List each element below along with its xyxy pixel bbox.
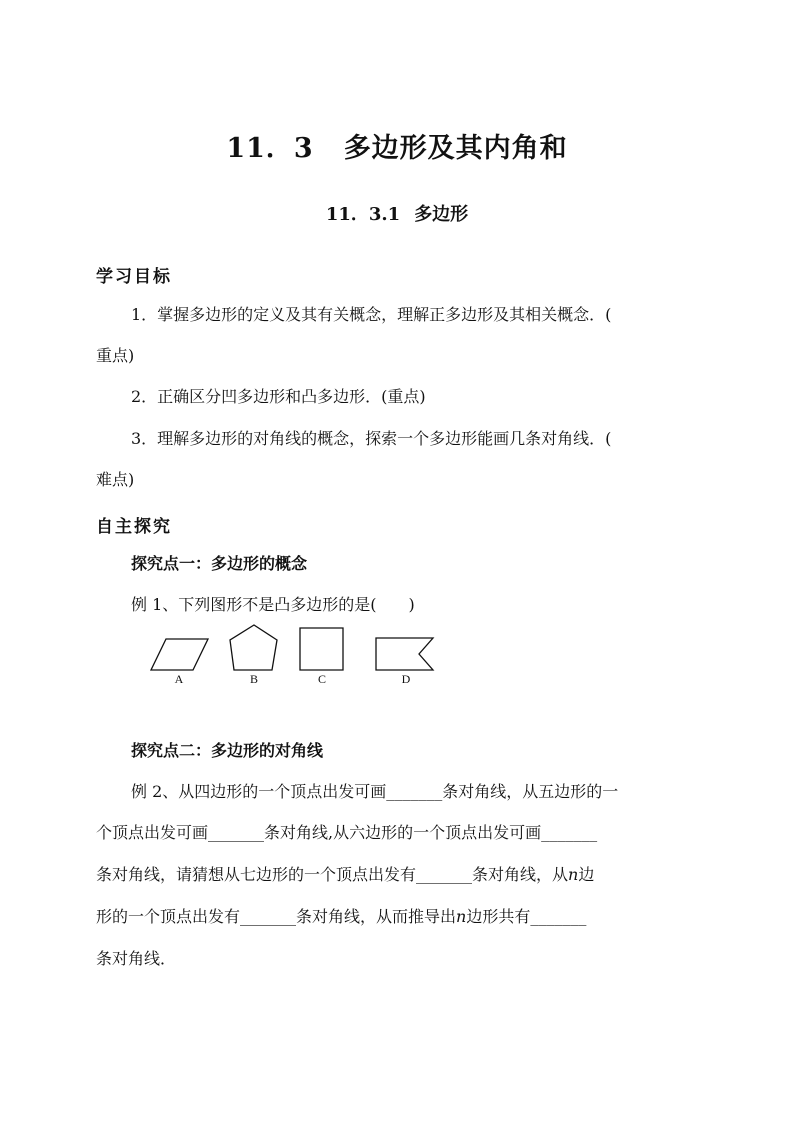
example-2-line-3 <box>96 862 706 885</box>
figure-label-a: A <box>174 672 184 686</box>
figure-label-d: D <box>401 672 411 686</box>
example-1: 例 1、下列图形不是凸多边形的是( ) <box>131 595 415 614</box>
shape-c-square <box>300 628 343 670</box>
objective-1-line-1: 1．掌握多边形的定义及其有关概念，理解正多边形及其相关概念．( <box>131 305 612 324</box>
example-2-line-3-text: 条对角线，请猜想从七边形的一个顶点出发有_______条对角线，从 <box>96 865 569 884</box>
variable-n: n <box>456 907 467 926</box>
subtitle-text: 多边形 <box>414 204 469 225</box>
example-2-line-5: 条对角线． <box>96 949 177 968</box>
example-2-line-4 <box>96 904 706 927</box>
objective-2: 2．正确区分凹多边形和凸多边形．(重点) <box>131 387 426 406</box>
page-title <box>0 126 794 165</box>
figure-label-c: C <box>317 672 326 686</box>
subtitle-number: 11．3.1 <box>325 204 401 225</box>
objective-3-line-1: 3．理解多边形的对角线的概念，探索一个多边形能画几条对角线．( <box>131 429 612 448</box>
polygon-figures <box>146 622 446 672</box>
example-2-line-2: 个顶点出发可画_______条对角线,从六边形的一个顶点出发可画_______ <box>96 823 598 842</box>
title-text: 多边形及其内角和 <box>343 133 568 164</box>
example-2-line-1: 例 2、从四边形的一个顶点出发可画_______条对角线，从五边形的一 <box>131 782 619 801</box>
objective-3-line-2: 难点) <box>96 470 135 489</box>
explore-point-2: 探究点二：多边形的对角线 <box>131 741 324 760</box>
example-2-line-4-end: 边形共有_______ <box>466 907 587 926</box>
example-2-line-4-text: 形的一个顶点出发有_______条对角线，从而推导出 <box>96 907 457 926</box>
shape-a-parallelogram <box>151 639 208 670</box>
shape-d-concave <box>376 638 433 670</box>
explore-heading: 自主探究 <box>96 517 172 537</box>
section-subtitle <box>0 200 794 226</box>
objective-1-line-2: 重点) <box>96 346 135 365</box>
shape-b-pentagon <box>230 625 277 670</box>
objectives-heading: 学习目标 <box>96 267 172 287</box>
variable-n: n <box>568 865 579 884</box>
figure-label-b: B <box>249 672 258 686</box>
explore-point-1: 探究点一：多边形的概念 <box>131 554 308 573</box>
title-number: 11．3 <box>226 133 314 164</box>
example-2-line-3-end: 边 <box>578 865 595 884</box>
example-1-figures <box>146 622 446 692</box>
